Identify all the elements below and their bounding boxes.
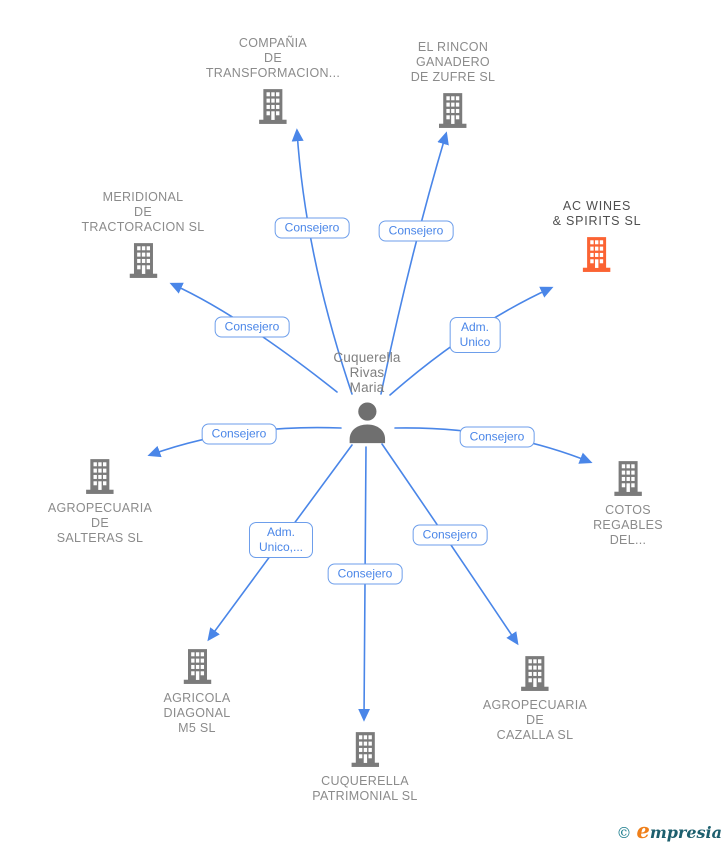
- edge-label-consejero-rincon: [379, 221, 454, 242]
- relation-text: Adm.: [460, 320, 489, 334]
- edge-person-to-meridional: [172, 284, 337, 392]
- company-name-line: AC WINES: [562, 199, 632, 213]
- company-name-line: DIAGONAL: [163, 706, 231, 720]
- relation-text: Consejero: [469, 429, 525, 444]
- company-name: [164, 691, 231, 736]
- company-name: [206, 36, 340, 81]
- company-name-line: DE: [264, 51, 282, 65]
- company-name: [81, 190, 204, 235]
- person-icon: [344, 401, 390, 447]
- empresia-logo[interactable]: [616, 818, 722, 843]
- relation-text: Consejero: [422, 527, 478, 542]
- company-name-line: DE: [526, 713, 544, 727]
- building-icon: [180, 647, 214, 685]
- company-name: [312, 774, 417, 804]
- company-name-line: GANADERO: [416, 55, 490, 69]
- company-name: [553, 199, 642, 229]
- edge-label-consejero-cazalla: [413, 525, 488, 546]
- company-name-line: COMPAÑIA: [238, 36, 308, 50]
- edge-label-adm-unico-acwines: [450, 317, 501, 353]
- relation-text: Unico: [459, 335, 491, 349]
- company-name-line: & SPIRITS SL: [552, 214, 642, 228]
- company-name-line: MERIDIONAL: [102, 190, 184, 204]
- edge-label-adm-unico-agricola: [249, 522, 313, 558]
- edge-label-consejero-compania: [275, 218, 350, 239]
- relation-text: Unico,...: [258, 540, 304, 554]
- company-name-line: CAZALLA SL: [496, 728, 574, 742]
- company-node-agricola-diagonal-m5[interactable]: [164, 647, 231, 736]
- copyright-symbol: ©: [616, 824, 632, 842]
- building-icon: [348, 730, 382, 768]
- company-node-compania-de-transformacion[interactable]: [206, 36, 340, 125]
- building-icon: [436, 91, 470, 129]
- person-node-cuquerella-rivas-maria[interactable]: [333, 350, 400, 447]
- empresia-wordmark-initial: e: [636, 818, 650, 843]
- relation-text: Consejero: [388, 223, 444, 238]
- company-name: [48, 501, 152, 546]
- company-name-line: M5 SL: [178, 721, 216, 735]
- company-name-line: REGABLES: [593, 518, 663, 532]
- edge-label-consejero-meridional: [215, 317, 290, 338]
- company-node-meridional-de-tractoracion[interactable]: [81, 190, 204, 279]
- company-node-el-rincon-ganadero[interactable]: [411, 40, 496, 129]
- company-name-line: DE: [134, 205, 152, 219]
- company-node-agropecuaria-de-salteras[interactable]: [48, 457, 152, 546]
- edge-label-consejero-salteras: [202, 424, 277, 445]
- company-name-line: AGRICOLA: [163, 691, 231, 705]
- person-name-line: Maria: [349, 380, 385, 395]
- company-node-cotos-regables[interactable]: [593, 459, 663, 548]
- company-name: [593, 503, 663, 548]
- company-name-line: AGROPECUARIA: [482, 698, 588, 712]
- company-name-line: CUQUERELLA: [321, 774, 409, 788]
- company-name-line: COTOS: [605, 503, 651, 517]
- person-name: [333, 350, 400, 395]
- company-name: [483, 698, 587, 743]
- company-name-line: DE: [91, 516, 109, 530]
- company-name: [411, 40, 496, 85]
- company-name-line: TRACTORACION SL: [81, 220, 205, 234]
- company-name-line: EL RINCON: [417, 40, 489, 54]
- building-icon: [256, 87, 290, 125]
- relation-text: Consejero: [337, 566, 393, 581]
- building-icon: [83, 457, 117, 495]
- person-name-line: Cuquerella: [333, 350, 401, 365]
- edge-label-consejero-patrimonial: [328, 564, 403, 585]
- building-icon: [126, 241, 160, 279]
- company-name-line: SALTERAS SL: [56, 531, 144, 545]
- company-node-ac-wines-spirits[interactable]: [553, 199, 642, 273]
- company-name-line: DE ZUFRE SL: [410, 70, 496, 84]
- edge-label-consejero-cotos: [460, 427, 535, 448]
- building-icon-highlighted: [580, 235, 614, 273]
- building-icon: [518, 654, 552, 692]
- building-icon: [611, 459, 645, 497]
- company-node-agropecuaria-de-cazalla[interactable]: [483, 654, 587, 743]
- relation-text: Consejero: [211, 426, 267, 441]
- relation-text: Adm.: [266, 525, 296, 539]
- company-node-cuquerella-patrimonial[interactable]: [312, 730, 417, 804]
- company-name-line: AGROPECUARIA: [47, 501, 153, 515]
- company-name-line: PATRIMONIAL SL: [312, 789, 418, 803]
- company-name-line: DEL...: [609, 533, 647, 547]
- person-name-line: Rivas: [349, 365, 385, 380]
- company-name-line: TRANSFORMACION...: [205, 66, 341, 80]
- relation-text: Consejero: [224, 319, 280, 334]
- empresia-wordmark: [636, 818, 722, 843]
- empresia-wordmark-rest: mpresia: [649, 823, 722, 842]
- relation-text: Consejero: [284, 220, 340, 235]
